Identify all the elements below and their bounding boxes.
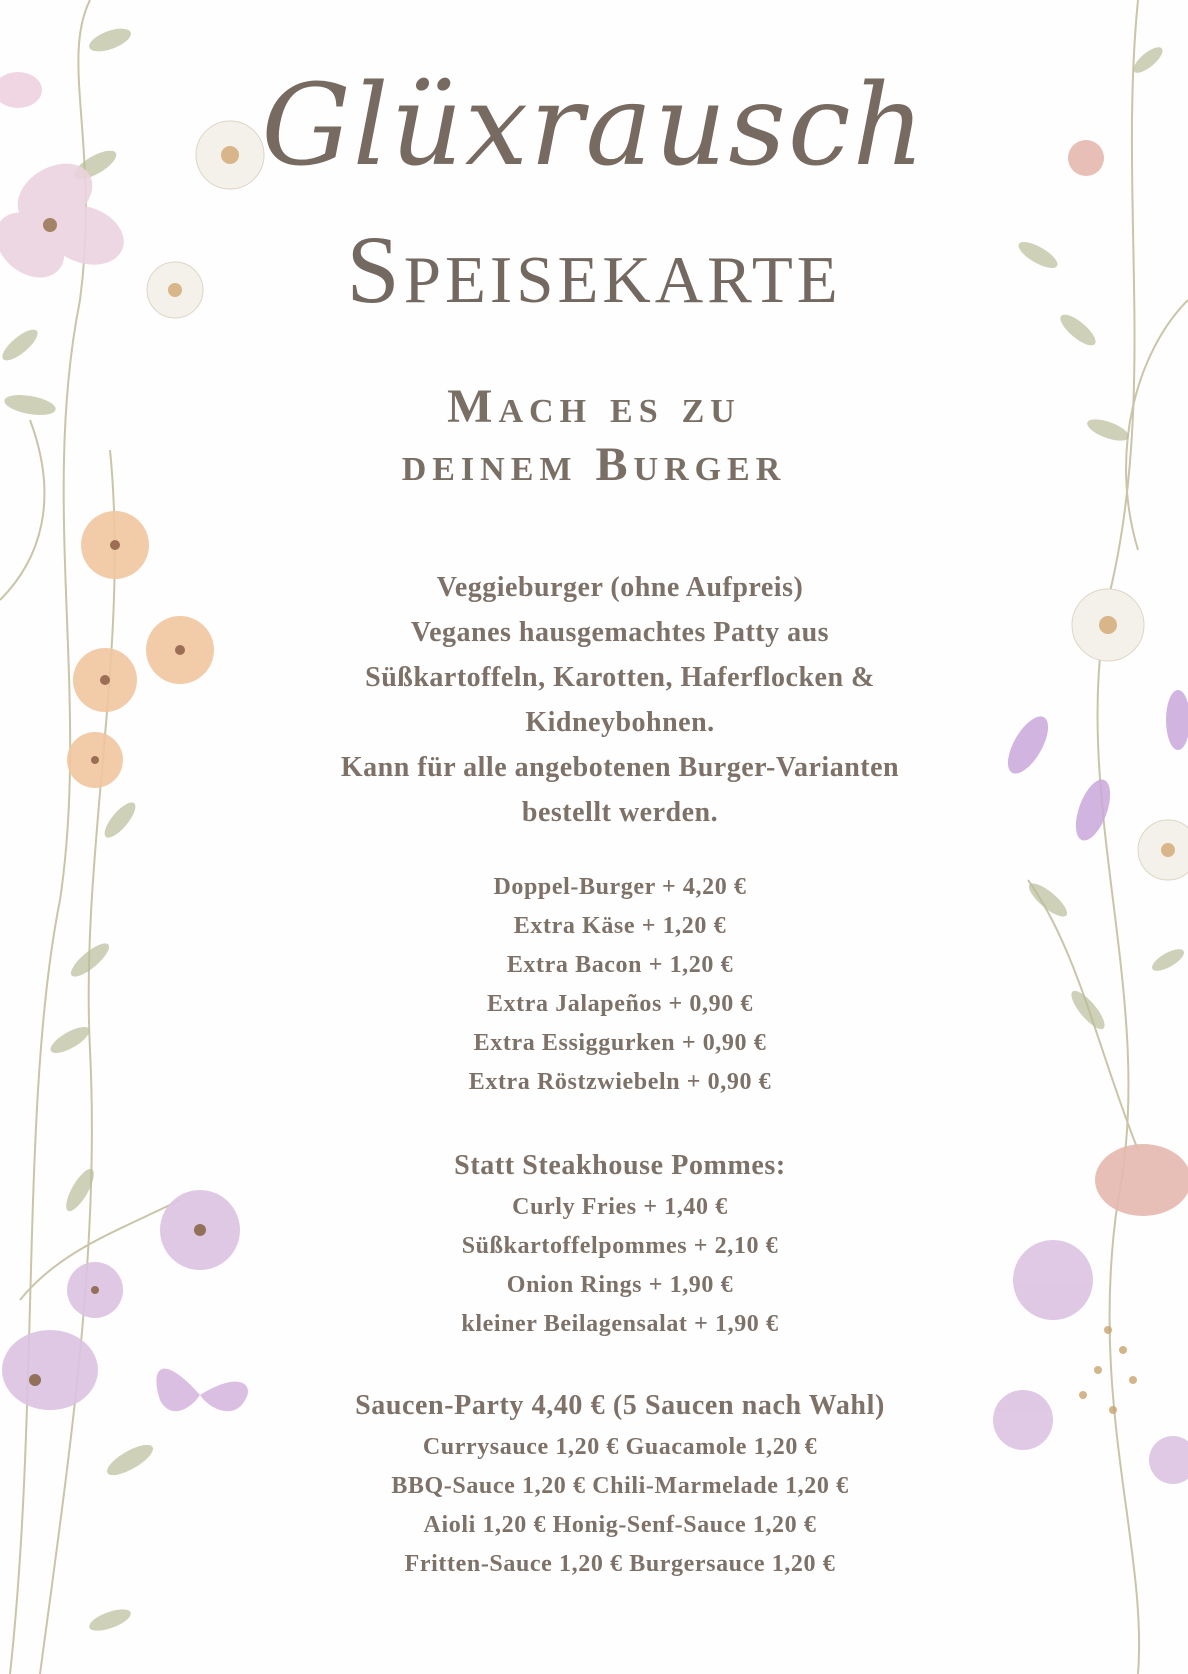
veggie-line: Kann für alle angebotenen Burger-Varianten: [340, 752, 900, 783]
subtitle-line-2: deinem Burger: [401, 438, 787, 491]
veggie-description: [290, 565, 950, 835]
extra-item: Extra Käse + 1,20 €: [513, 913, 727, 939]
extras-list: [290, 868, 950, 1102]
fries-item: Onion Rings + 1,90 €: [506, 1272, 734, 1298]
extra-item: Extra Bacon + 1,20 €: [506, 952, 734, 978]
fries-list: [290, 1144, 950, 1344]
sauces-list: [270, 1384, 970, 1584]
sauces-heading: Saucen-Party 4,40 € (5 Saucen nach Wahl): [355, 1390, 885, 1421]
extra-item: Extra Essiggurken + 0,90 €: [473, 1030, 767, 1056]
veggie-line: Süßkartoffeln, Karotten, Haferflocken &: [365, 662, 875, 693]
veggie-line: Kidneybohnen.: [525, 707, 715, 738]
sauce-item: Currysauce 1,20 € Guacamole 1,20 €: [422, 1434, 818, 1460]
section-subtitle: [0, 378, 1188, 494]
sauce-item: BBQ-Sauce 1,20 € Chili-Marmelade 1,20 €: [391, 1473, 849, 1499]
fries-item: Süßkartoffelpommes + 2,10 €: [461, 1233, 779, 1259]
sauce-item: Aioli 1,20 € Honig-Senf-Sauce 1,20 €: [423, 1512, 817, 1538]
menu-title: Speisekarte: [346, 216, 842, 323]
fries-item: kleiner Beilagensalat + 1,90 €: [461, 1311, 779, 1337]
sauce-item: Fritten-Sauce 1,20 € Burgersauce 1,20 €: [404, 1551, 836, 1577]
fries-heading: Statt Steakhouse Pommes:: [454, 1150, 786, 1181]
extra-item: Extra Röstzwiebeln + 0,90 €: [468, 1069, 772, 1095]
subtitle-line-1: Mach es zu: [447, 380, 741, 433]
veggie-line: bestellt werden.: [521, 797, 719, 828]
veggie-line: Veggieburger (ohne Aufpreis): [436, 572, 804, 603]
extra-item: Doppel-Burger + 4,20 €: [493, 874, 747, 900]
fries-item: Curly Fries + 1,40 €: [512, 1194, 728, 1220]
veggie-line: Veganes hausgemachtes Patty aus: [410, 617, 830, 648]
brand-logo-script: Glüxrausch: [261, 61, 927, 191]
extra-item: Extra Jalapeños + 0,90 €: [486, 991, 754, 1017]
